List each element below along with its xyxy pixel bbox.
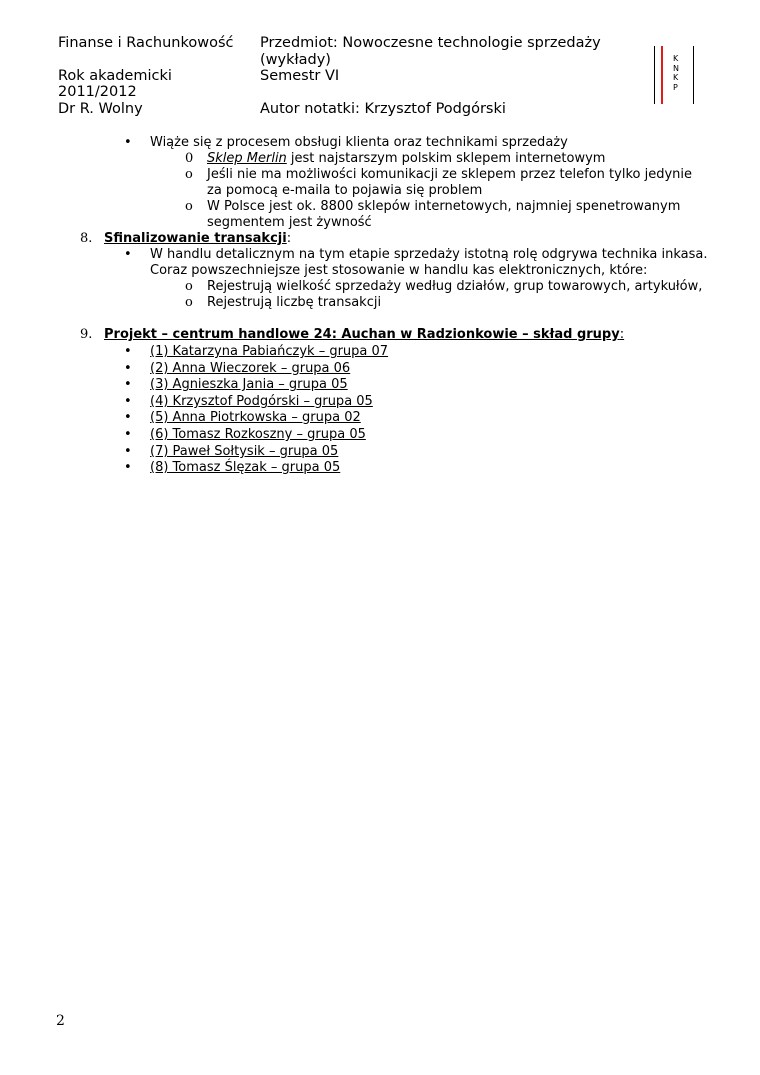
group-member: (6) Tomasz Rozkoszny – grupa 05: [150, 427, 366, 442]
page-number: 2: [56, 1013, 65, 1029]
sub-item-text: Rejestrują liczbę transakcji: [207, 295, 382, 310]
header-field: Finanse i Rachunkowość: [58, 35, 234, 51]
bullet-marker: •: [124, 247, 132, 262]
bullet-marker: •: [124, 135, 132, 150]
section-colon: :: [619, 327, 625, 342]
sub-item-merlin: [207, 151, 605, 167]
section-heading-9: [104, 327, 624, 343]
logo-letters: [673, 54, 679, 92]
section-title: Sfinalizowanie transakcji: [104, 231, 287, 246]
group-member: (2) Anna Wieczorek – grupa 06: [150, 361, 351, 376]
logo-letter: K: [673, 54, 679, 63]
list-number: 8.: [80, 231, 93, 246]
logo-letter: N: [673, 63, 679, 73]
bullet-marker: •: [124, 394, 132, 409]
group-member: (7) Paweł Sołtysik – grupa 05: [150, 444, 339, 459]
bullet-marker: •: [124, 377, 132, 392]
knkp-logo: [654, 46, 694, 104]
sub-marker: 0: [185, 151, 194, 166]
sub-marker: o: [185, 167, 193, 182]
bullet-marker: •: [124, 427, 132, 442]
bullet-marker: •: [124, 460, 132, 475]
bullet-marker: •: [124, 444, 132, 459]
sub-marker: o: [185, 295, 193, 310]
header-year-label: Rok akademicki: [58, 68, 172, 84]
bullet-text: Wiąże się z procesem obsługi klienta oraz technikami sprzedaży: [150, 135, 568, 150]
sub-item-text: segmentem jest żywność: [207, 215, 372, 230]
group-member: (1) Katarzyna Pabiańczyk – grupa 07: [150, 344, 389, 359]
sub-item-text: W Polsce jest ok. 8800 sklepów internetowych, najmniej spenetrowanym: [207, 199, 681, 214]
section-heading-8: [104, 231, 291, 247]
header-subject-continued: (wykłady): [260, 52, 331, 68]
logo-red-bar: [661, 46, 663, 104]
group-member: (4) Krzysztof Podgórski – grupa 05: [150, 394, 373, 409]
group-member: (5) Anna Piotrkowska – grupa 02: [150, 410, 361, 425]
sub-marker: o: [185, 199, 193, 214]
header-lecturer: Dr R. Wolny: [58, 101, 143, 117]
header-year-value: 2011/2012: [58, 84, 137, 100]
section-title: Projekt – centrum handlowe 24: Auchan w Radzionkowie – skład grupy: [104, 327, 620, 342]
sub-marker: o: [185, 279, 193, 294]
group-member: (8) Tomasz Ślęzak – grupa 05: [150, 460, 341, 475]
section-colon: :: [286, 231, 292, 246]
bullet-marker: •: [124, 361, 132, 376]
sub-item-text: Rejestrują wielkość sprzedaży według działów, grup towarowych, artykułów,: [207, 279, 703, 294]
sklep-merlin-link[interactable]: Sklep Merlin: [207, 151, 287, 166]
bullet-marker: •: [124, 410, 132, 425]
list-number: 9.: [80, 327, 93, 342]
header-semester: Semestr VI: [260, 68, 340, 84]
sub-item-text: jest najstarszym polskim sklepem internetowym: [286, 151, 606, 166]
logo-letter: P: [673, 82, 678, 92]
group-member: (3) Agnieszka Jania – grupa 05: [150, 377, 348, 392]
sub-item-text: Jeśli nie ma możliwości komunikacji ze sklepem przez telefon tylko jedynie: [207, 167, 693, 182]
bullet-text: Coraz powszechniejsze jest stosowanie w handlu kas elektronicznych, które:: [150, 263, 648, 278]
bullet-text: W handlu detalicznym na tym etapie sprzedaży istotną rolę odgrywa technika inkasa.: [150, 247, 708, 262]
header-subject: Przedmiot: Nowoczesne technologie sprzedaży: [260, 35, 601, 51]
logo-letter: K: [673, 73, 679, 82]
header-author: Autor notatki: Krzysztof Podgórski: [260, 101, 506, 117]
bullet-marker: •: [124, 344, 132, 359]
sub-item-text: za pomocą e-maila to pojawia się problem: [207, 183, 483, 198]
